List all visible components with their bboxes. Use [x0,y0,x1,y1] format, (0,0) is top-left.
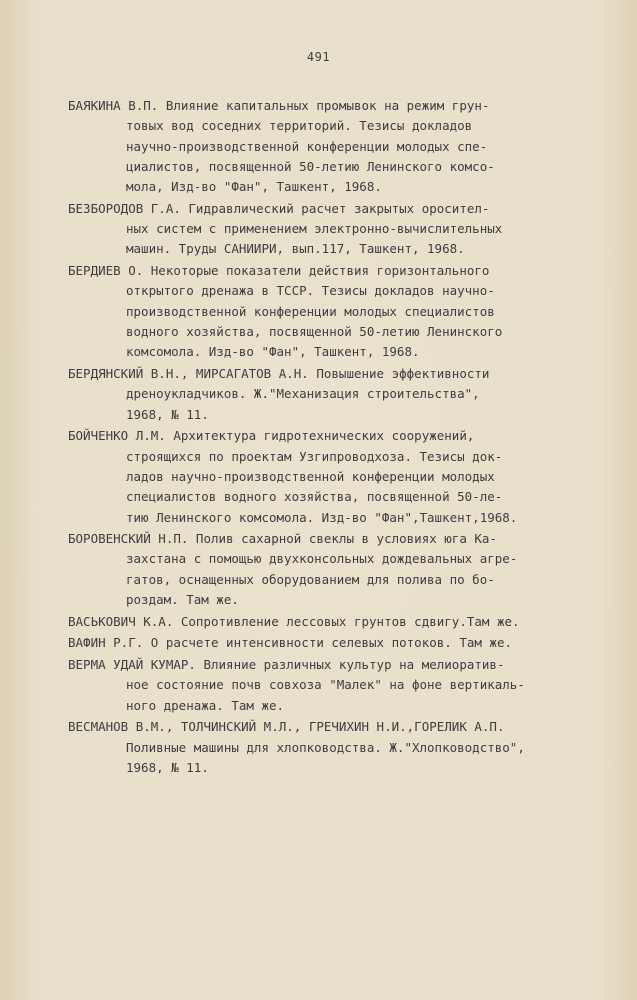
entry-line: БЕЗБОРОДОВ Г.А. Гидравлический расчет закрытых оросител- [68,200,490,216]
entry-line: научно-производственной конференции молодых спе- [126,138,488,154]
bibliography-entry [68,633,588,653]
entry-line: строящихся по проектам Узгипроводхоза. Тезисы док- [126,448,503,464]
entry-line: ВАФИН Р.Г. О расчете интенсивности селевых потоков. Там же. [68,635,513,651]
entry-line: Поливные машины для хлопководства. Ж."Хлопководство", [126,739,525,755]
entry-line: комсомола. Изд-во "Фан", Ташкент, 1968. [126,344,420,360]
page-number: 491 [306,50,331,64]
entry-line: ВЕРМА УДАЙ КУМАР. Влияние различных культур на мелиоратив- [68,657,505,673]
entry-line: товых вод соседних территорий. Тезисы докладов [126,118,473,134]
bibliography-list [68,96,588,780]
entry-line: роздам. Там же. [126,592,239,608]
bibliography-entry [68,529,588,610]
bibliography-entry [68,717,588,778]
entry-line: мола, Изд-во "Фан", Ташкент, 1968. [126,179,382,195]
entry-line: БЕРДИЕВ О. Некоторые показатели действия горизонтального [68,263,490,279]
entry-line: гатов, оснащенных оборудованием для полива по бо- [126,571,495,587]
entry-line: открытого дренажа в ТССР. Тезисы докладов научно- [126,283,495,299]
entry-line: ного дренажа. Там же. [126,697,285,713]
bibliography-entry [68,199,588,260]
bibliography-entry [68,96,588,197]
bibliography-entry [68,426,588,527]
entry-line: захстана с помощью двухконсольных дождевальных агре- [126,551,518,567]
entry-line: специалистов водного хозяйства, посвященной 50-ле- [126,489,503,505]
entry-line: ВАСЬКОВИЧ К.А. Сопротивление лессовых грунтов сдвигу.Там же. [68,613,520,629]
entry-line: дреноукладчиков. Ж."Механизация строительства", [126,386,480,402]
entry-line: ных систем с применением электронно-вычислительных [126,221,503,237]
entry-line: циалистов, посвященной 50-летию Ленинского комсо- [126,158,495,174]
entry-line: БАЯКИНА В.П. Влияние капитальных промывок на режим грун- [68,98,490,113]
entry-line: ное состояние почв совхоза "Малек" на фоне вертикаль- [126,677,525,693]
entry-line: 1968, № 11. [126,760,209,776]
entry-line: 1968, № 11. [126,406,209,422]
bibliography-entry [68,655,588,716]
entry-line: производственной конференции молодых специалистов [126,303,495,319]
entry-line: ладов научно-производственной конференции молодых [126,468,495,484]
entry-line: БЕРДЯНСКИЙ В.Н., МИРСАГАТОВ А.Н. Повышение эффективности [68,366,490,382]
entry-line: ВЕСМАНОВ В.М., ТОЛЧИНСКИЙ М.Л., ГРЕЧИХИН Н.И.,ГОРЕЛИК А.П. [68,719,505,735]
bibliography-entry [68,612,588,632]
entry-line: БОРОВЕНСКИЙ Н.П. Полив сахарной свеклы в условиях юга Ка- [68,531,497,547]
entry-line: машин. Труды САНИИРИ, вып.117, Ташкент, 1968. [126,241,465,257]
bibliography-entry [68,261,588,362]
entry-line: тию Ленинского комсомола. Изд-во "Фан",Ташкент,1968. [126,509,518,525]
entry-line: водного хозяйства, посвященной 50-летию Ленинского [126,324,503,340]
entry-line: БОЙЧЕНКО Л.М. Архитектура гидротехнических сооружений, [68,428,475,444]
bibliography-entry [68,364,588,425]
